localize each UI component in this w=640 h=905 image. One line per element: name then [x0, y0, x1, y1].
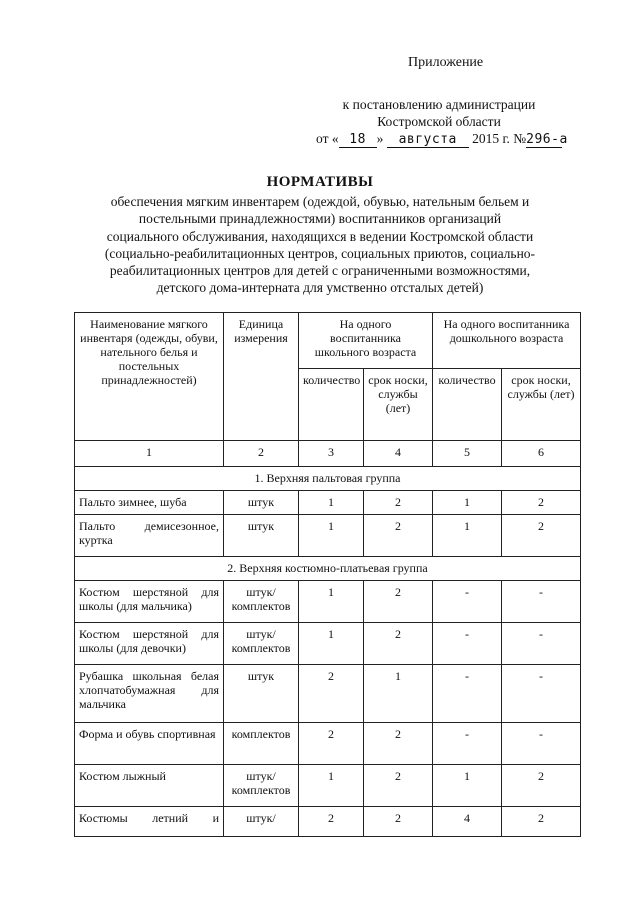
school-qty: 2: [299, 723, 364, 765]
item-unit: штук/: [224, 807, 299, 837]
preschool-wear: -: [502, 665, 581, 723]
school-wear: 2: [364, 491, 433, 515]
item-name: Костюм шерстяной для школы (для мальчика): [75, 581, 224, 623]
col-number: 6: [502, 441, 581, 467]
subtitle-line: (социально-реабилитационных центров, социальных приютов, социально-: [104, 245, 536, 261]
preschool-wear: -: [502, 581, 581, 623]
date-number: 296-а: [526, 132, 568, 147]
preschool-qty: 4: [433, 807, 502, 837]
school-qty: 1: [299, 491, 364, 515]
preschool-wear: -: [502, 723, 581, 765]
school-wear: 2: [364, 723, 433, 765]
item-name: Пальто демисезонное, куртка: [75, 515, 224, 557]
item-unit: штук/ комплектов: [224, 581, 299, 623]
item-name: Форма и обувь спортивная: [75, 723, 224, 765]
table-row: [75, 491, 581, 515]
header-school-qty: количество: [299, 369, 364, 441]
preschool-qty: -: [433, 665, 502, 723]
document-title: НОРМАТИВЫ: [266, 174, 374, 190]
table-row: [75, 665, 581, 723]
item-unit: штук/ комплектов: [224, 765, 299, 807]
table-row: [75, 765, 581, 807]
section-title: 2. Верхняя костюмно-платьевая группа: [75, 557, 581, 581]
table-row: [75, 515, 581, 557]
resolution-line-2: Костромской области: [377, 114, 501, 129]
school-qty: 2: [299, 807, 364, 837]
school-wear: 2: [364, 515, 433, 557]
school-wear: 2: [364, 807, 433, 837]
preschool-wear: 2: [502, 491, 581, 515]
date-year: 2015 г. №: [472, 131, 527, 146]
table-row: [75, 623, 581, 665]
preschool-wear: -: [502, 623, 581, 665]
item-name: Пальто зимнее, шуба: [75, 491, 224, 515]
header-row-top: [75, 313, 581, 369]
table-row: [75, 581, 581, 623]
subtitle-line: детского дома-интерната для умственно отсталых детей): [156, 280, 484, 296]
header-preschool: На одного воспитанника дошкольного возраста: [433, 313, 581, 369]
col-number: 5: [433, 441, 502, 467]
school-qty: 1: [299, 515, 364, 557]
preschool-qty: 1: [433, 765, 502, 807]
norms-table: [74, 312, 581, 837]
preschool-qty: 1: [433, 491, 502, 515]
date-prefix: от «: [316, 131, 339, 146]
preschool-wear: 2: [502, 515, 581, 557]
preschool-qty: -: [433, 581, 502, 623]
date-month: августа: [387, 133, 469, 148]
table-row: [75, 723, 581, 765]
item-name: Костюм лыжный: [75, 765, 224, 807]
school-wear: 2: [364, 623, 433, 665]
resolution-line-1: к постановлению администрации: [342, 97, 536, 112]
column-number-row: [75, 441, 581, 467]
header-school: На одного воспитанника школьного возраста: [299, 313, 433, 369]
subtitle-line: постельными принадлежностями) воспитанников организаций: [138, 211, 502, 227]
document-title-block: [40, 174, 600, 297]
school-wear: 2: [364, 581, 433, 623]
item-unit: штук: [224, 515, 299, 557]
header-unit: Единица измерения: [224, 313, 299, 441]
school-qty: 1: [299, 581, 364, 623]
section-header-row: [75, 557, 581, 581]
resolution-date-line: [316, 131, 568, 148]
item-name: Рубашка школьная белая хлопчатобумажная для мальчика: [75, 665, 224, 723]
school-qty: 1: [299, 623, 364, 665]
date-day: 18: [339, 133, 377, 148]
document-subtitle: [40, 193, 600, 297]
item-name: Костюм шерстяной для школы (для девочки): [75, 623, 224, 665]
item-name: Костюмы летний и: [75, 807, 224, 837]
preschool-wear: 2: [502, 765, 581, 807]
school-wear: 2: [364, 765, 433, 807]
item-unit: штук/ комплектов: [224, 623, 299, 665]
section-title: 1. Верхняя пальтовая группа: [75, 467, 581, 491]
appendix-label: Приложение: [408, 55, 484, 70]
col-number: 4: [364, 441, 433, 467]
preschool-wear: 2: [502, 807, 581, 837]
subtitle-line: социального обслуживания, находящихся в ведении Костромской области: [106, 228, 534, 244]
col-number: 1: [75, 441, 224, 467]
header-school-wear: срок носки, службы (лет): [364, 369, 433, 441]
preschool-qty: 1: [433, 515, 502, 557]
col-number: 3: [299, 441, 364, 467]
table-row: [75, 807, 581, 837]
date-mid: »: [376, 131, 384, 146]
section-header-row: [75, 467, 581, 491]
header-preschool-qty: количество: [433, 369, 502, 441]
preschool-qty: -: [433, 623, 502, 665]
col-number: 2: [224, 441, 299, 467]
school-wear: 1: [364, 665, 433, 723]
item-unit: комплектов: [224, 723, 299, 765]
item-unit: штук: [224, 491, 299, 515]
preschool-qty: -: [433, 723, 502, 765]
header-preschool-wear: срок носки, службы (лет): [502, 369, 581, 441]
subtitle-line: обеспечения мягким инвентарем (одеждой, обувью, нательным бельем и: [110, 194, 530, 209]
resolution-reference: [304, 96, 574, 130]
school-qty: 1: [299, 765, 364, 807]
school-qty: 2: [299, 665, 364, 723]
header-name: Наименование мягкого инвентаря (одежды, обуви, нательного белья и постельных принадлежностей): [75, 313, 224, 441]
item-unit: штук: [224, 665, 299, 723]
subtitle-line: реабилитационных центров для детей с ограниченными возможностями,: [109, 263, 531, 279]
